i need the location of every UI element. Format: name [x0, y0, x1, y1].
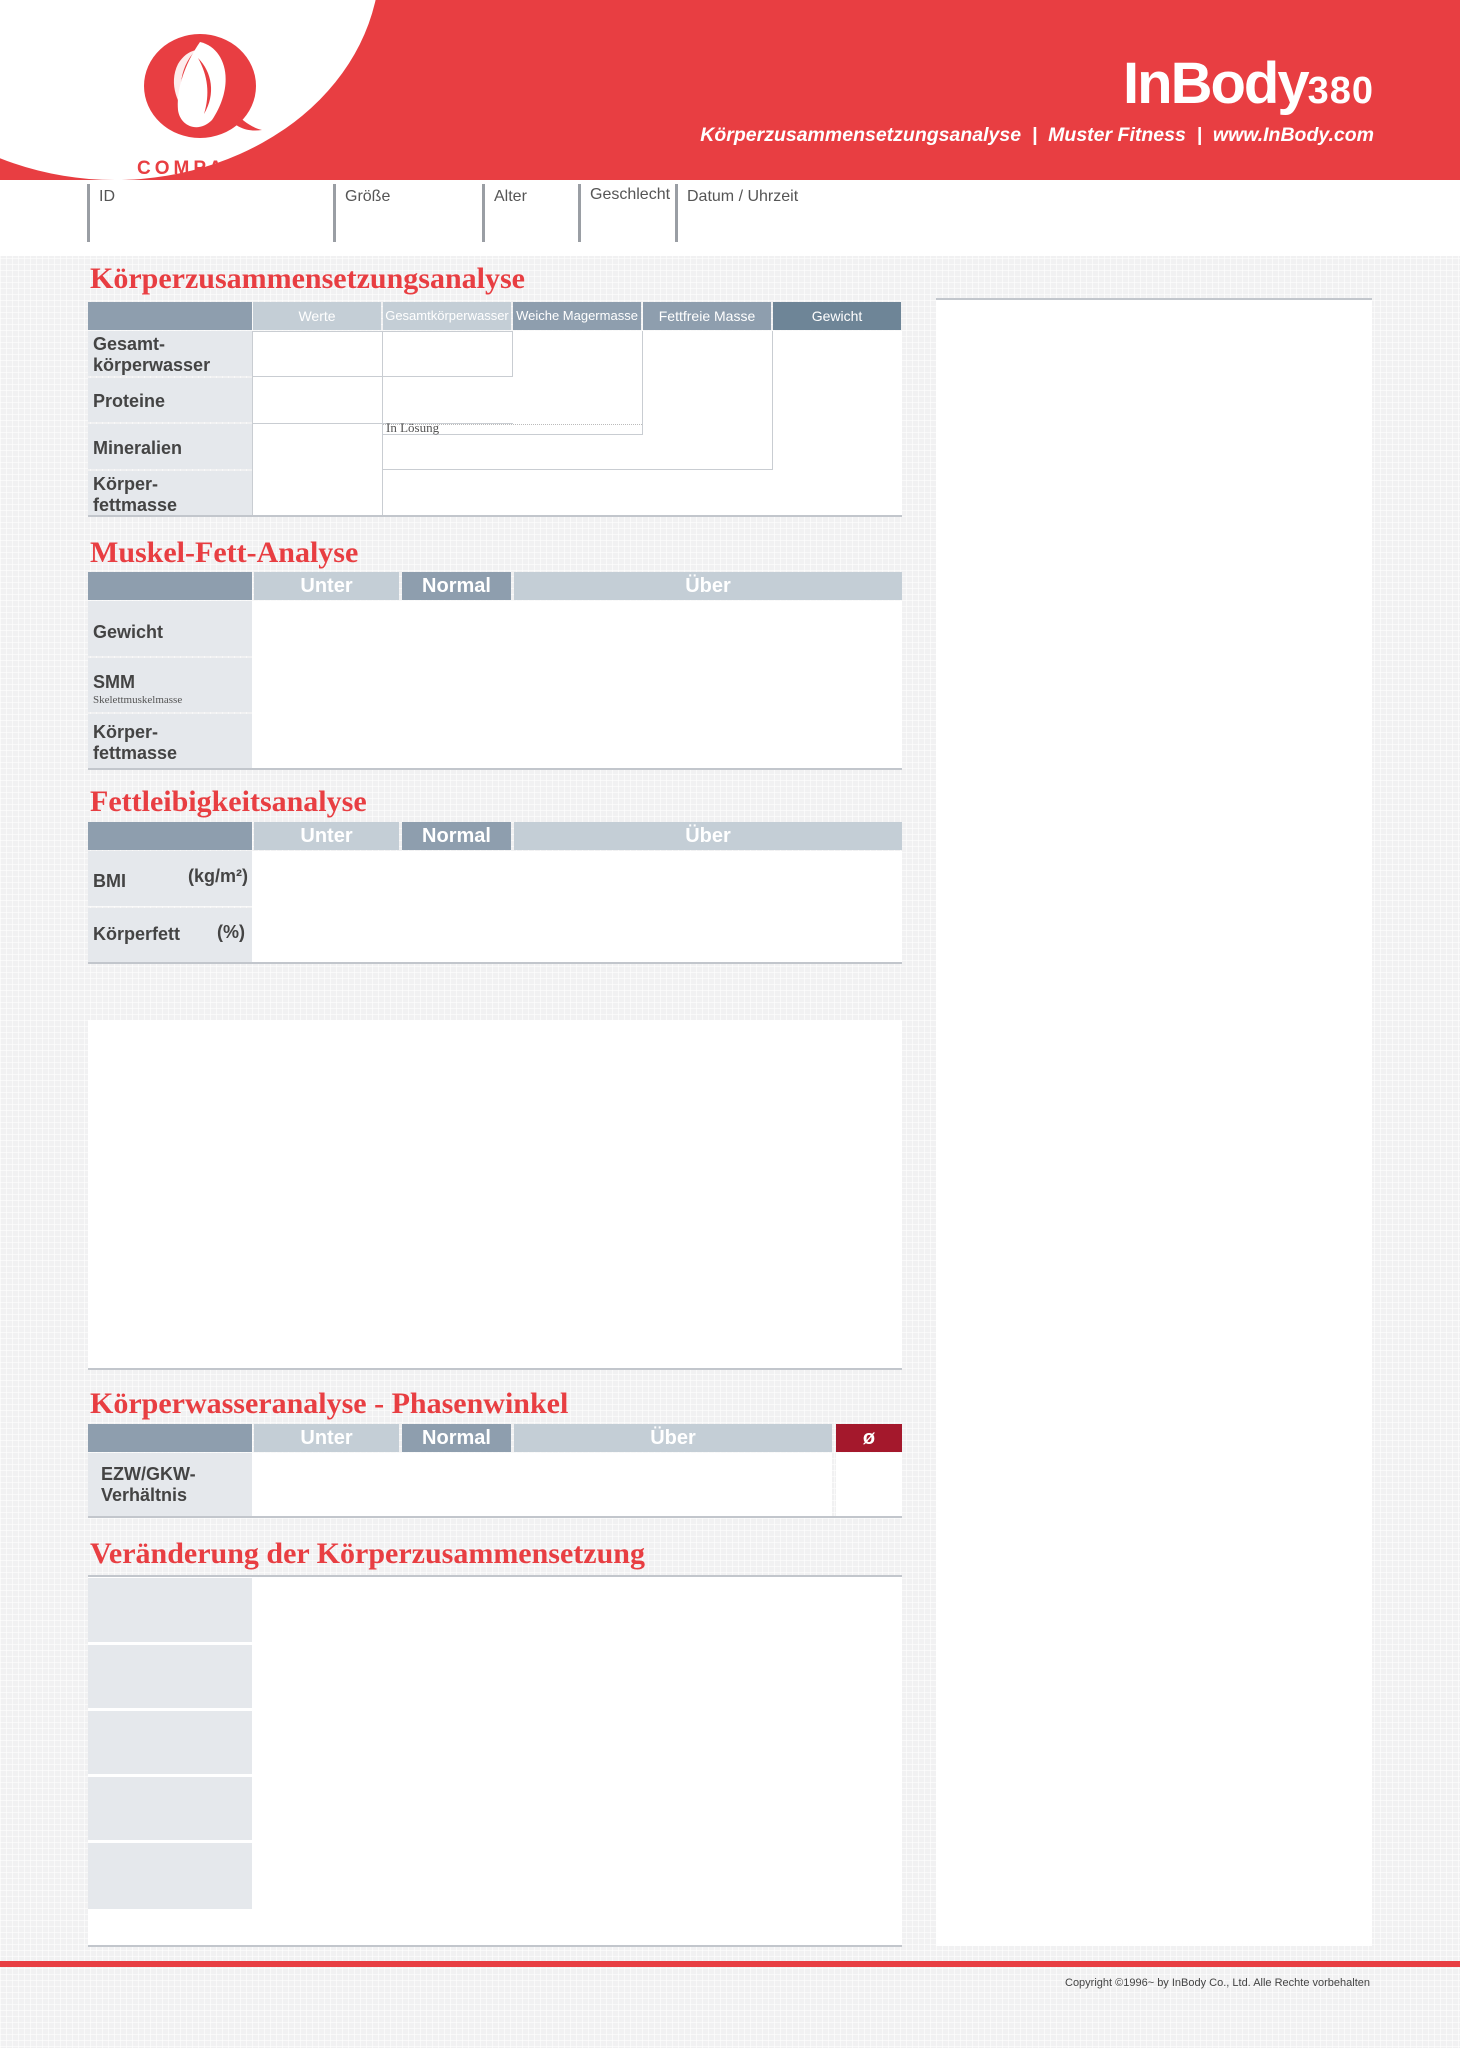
obesity-unit-bmi: (kg/m²)	[188, 866, 248, 886]
change-bottom-rule	[88, 1945, 902, 1947]
water-avg-cell	[836, 1453, 902, 1517]
composition-label-fat: Körper- fettmasse	[93, 474, 178, 515]
change-title: Veränderung der Körperzusammensetzung	[90, 1537, 645, 1570]
muscle-fat-header-over: Über	[514, 572, 902, 600]
water-label-ecw: EZW/GKW- Verhältnis	[101, 1464, 196, 1505]
muscle-fat-body	[252, 601, 902, 769]
muscle-fat-label-smm: SMM	[93, 672, 135, 692]
obesity-header-over: Über	[514, 822, 902, 850]
composition-header-corner	[88, 302, 252, 330]
water-header-under: Unter	[254, 1424, 399, 1452]
composition-bottom-rule	[88, 515, 902, 517]
right-panel	[936, 298, 1372, 1946]
composition-grid-values-col	[252, 331, 383, 517]
obesity-label-bmi: BMI	[93, 871, 126, 891]
company-logo	[138, 28, 264, 146]
info-id-label: ID	[99, 188, 115, 205]
obesity-bottom-rule	[88, 962, 902, 964]
brand-model: 380	[1307, 70, 1374, 112]
muscle-fat-header-normal: Normal	[402, 572, 511, 600]
water-bottom-rule	[88, 1516, 902, 1518]
muscle-fat-smm-sub: Skelettmuskelmasse	[93, 694, 183, 706]
obesity-header-corner	[88, 822, 252, 850]
info-datetime	[675, 184, 875, 242]
composition-label-water: Gesamt- körperwasser	[93, 334, 211, 375]
obesity-unit-fat: (%)	[217, 922, 245, 942]
info-gender	[578, 184, 674, 242]
info-age	[482, 184, 578, 242]
muscle-fat-header-corner	[88, 572, 252, 600]
water-header-corner	[88, 1424, 252, 1452]
obesity-body	[252, 851, 902, 963]
change-row-5	[88, 1843, 252, 1909]
company-name: COMPANY	[137, 158, 261, 179]
change-row-2	[88, 1645, 252, 1708]
composition-title: Körperzusammensetzungsanalyse	[90, 262, 525, 295]
muscle-fat-label-weight: Gewicht	[93, 622, 164, 642]
water-header-over: Über	[514, 1424, 832, 1452]
muscle-fat-label-fat: Körper- fettmasse	[93, 722, 178, 763]
obesity-label-fat: Körperfett	[93, 924, 181, 944]
composition-grid-ffm	[382, 331, 773, 470]
obesity-header-normal: Normal	[402, 822, 511, 850]
info-height	[333, 184, 480, 242]
muscle-fat-header-under: Unter	[254, 572, 399, 600]
muscle-fat-bottom-rule	[88, 768, 902, 770]
footer-copyright: Copyright ©1996~ by InBody Co., Ltd. Alle Rechte vorbehalten	[1065, 1977, 1370, 1989]
obesity-title: Fettleibigkeitsanalyse	[90, 785, 367, 818]
composition-header-water: Gesamtkörperwasser	[383, 302, 511, 330]
change-row-4	[88, 1777, 252, 1840]
obesity-header-under: Unter	[254, 822, 399, 850]
composition-header-ffm: Fettfreie Masse	[643, 302, 771, 330]
water-body	[252, 1453, 832, 1517]
composition-header-lean: Weiche Magermasse	[513, 302, 641, 330]
composition-label-mineral: Mineralien	[93, 438, 183, 458]
brand-title	[1123, 50, 1374, 117]
water-header-normal: Normal	[402, 1424, 511, 1452]
footer-rule	[0, 1961, 1460, 1967]
info-id	[87, 184, 330, 242]
info-age-label: Alter	[494, 188, 527, 205]
change-row-3	[88, 1711, 252, 1774]
composition-label-protein: Proteine	[93, 391, 166, 411]
blank-panel	[88, 1020, 902, 1370]
water-title: Körperwasseranalyse - Phasenwinkel	[90, 1387, 569, 1420]
change-row-1	[88, 1578, 252, 1642]
composition-in-solution: In Lösung	[386, 420, 440, 435]
muscle-fat-title: Muskel-Fett-Analyse	[90, 536, 359, 569]
brand-main: InBody	[1123, 51, 1308, 116]
info-gender-label: Geschlecht	[590, 186, 671, 203]
info-height-label: Größe	[345, 188, 391, 205]
composition-header-values: Werte	[253, 302, 381, 330]
header-tagline: Körperzusammensetzungsanalyse | Muster Fitness | www.InBody.com	[700, 124, 1374, 146]
composition-header-weight: Gewicht	[773, 302, 901, 330]
water-header-avg: ø	[836, 1424, 902, 1452]
info-datetime-label: Datum / Uhrzeit	[687, 188, 799, 205]
